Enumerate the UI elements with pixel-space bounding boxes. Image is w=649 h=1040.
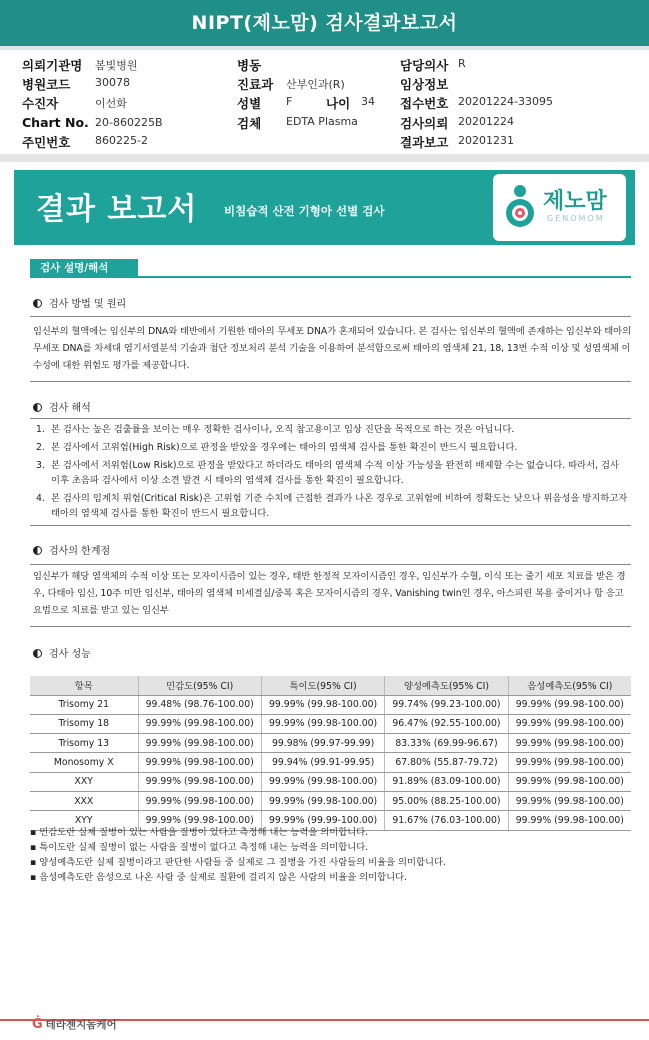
- theragen-mark-icon: Ġ: [32, 1017, 43, 1032]
- info-label-specimen: 검체: [237, 116, 262, 131]
- report-banner-title: NIPT(제노맘) 검사결과보고서: [0, 0, 649, 46]
- col-header-sensitivity: 민감도(95% CI): [138, 676, 261, 695]
- item-text: 본 검사의 임계치 위험(Critical Risk)은 고위험 기준 수치에 근접한 결과가 나온 경우로 고위험에 비하여 정확도는 낮으나 위음성을 방지하고자 태아의 염색체 검사를 통한 확진이 반드시 필요합니다.: [51, 493, 628, 519]
- interpretation-list: [36, 422, 629, 524]
- info-label-requested: 검사의뢰: [400, 116, 449, 131]
- limits-bottom-rule: [30, 626, 631, 627]
- table-cell-value: 99.99% (99.98-100.00): [508, 734, 631, 753]
- note-ppv: ▪ 양성예측도란 실제 질병이라고 판단한 사람들 중 실제로 그 질병을 가진 사람들의 비율을 의미합니다.: [30, 857, 446, 868]
- table-row: [30, 714, 631, 733]
- logo-subtext: GENOMOM: [547, 214, 605, 223]
- info-label-sex: 성별: [237, 96, 262, 111]
- item-text: 본 검사에서 저위험(Low Risk)으로 판정을 받았다고 하더라도 태아의 염색체 수적 이상 가능성을 완전히 배제할 수는 없습니다. 따라서, 검사 이후 초음파 검사에서 이상 소견 발견 시 태아의 염색체 검사를 통한 확진이 필요합니다.: [51, 460, 619, 486]
- interpretation-heading: [33, 399, 91, 414]
- info-label-ward: 병동: [237, 58, 262, 73]
- info-value-specimen: EDTA Plasma: [286, 115, 358, 128]
- table-cell-value: 99.74% (99.23-100.00): [385, 695, 508, 714]
- performance-table: [30, 676, 631, 831]
- table-cell-value: 91.89% (83.09-100.00): [385, 772, 508, 791]
- table-cell-value: 91.67% (76.03-100.00): [385, 811, 508, 830]
- info-value-receipt-no: 20201224-33095: [458, 95, 553, 108]
- report-header: [14, 170, 635, 245]
- half-circle-bullet-icon: [33, 649, 42, 658]
- table-cell-value: 99.99% (99.98-100.00): [261, 695, 384, 714]
- table-cell-value: 99.99% (99.98-100.00): [508, 753, 631, 772]
- table-cell-value: 99.99% (99.98-100.00): [261, 791, 384, 810]
- half-circle-bullet-icon: [33, 299, 42, 308]
- item-number: 1.: [36, 424, 45, 435]
- item-text: 본 검사에서 고위험(High Risk)으로 판정을 받았을 경우에는 태아의 염색체 검사를 통한 확진이 반드시 필요합니다.: [51, 442, 518, 453]
- item-number: 2.: [36, 442, 45, 453]
- performance-heading: [33, 645, 91, 660]
- table-cell-value: 67.80% (55.87-79.72): [385, 753, 508, 772]
- item-number: 4.: [36, 493, 45, 504]
- method-bottom-rule: [30, 381, 631, 382]
- method-text: 임신부의 혈액에는 임신부의 DNA와 태반에서 기원한 태아의 무세포 DNA가 혼재되어 있습니다. 본 검사는 임신부의 혈액에 존재하는 임신부와 태아의 무세포 DNA를 차세대 염기서열분석 기술과 첨단 정보처리 분석 기술을 이용하여 분석함으로써 태아의 염색체 21, 18, 13번 수적 이상 및 성염색체 이수성에 대한 위험도 평가를 제공합니다.: [33, 326, 631, 371]
- interpretation-item: [36, 422, 629, 437]
- limits-top-rule: [30, 564, 631, 565]
- method-heading-text: 검사 방법 및 원리: [49, 299, 127, 310]
- table-cell-value: 99.99% (99.98-100.00): [508, 772, 631, 791]
- note-npv: ▪ 음성예측도란 음성으로 나온 사람 중 실제로 질환에 걸리지 않은 사람의 비율을 의미합니다.: [30, 872, 408, 883]
- note-sensitivity: ▪ 민감도란 실제 질병이 있는 사람을 질병이 있다고 측정해 내는 능력을 의미합니다.: [30, 827, 369, 838]
- col-header-specificity: 특이도(95% CI): [261, 676, 384, 695]
- limits-heading-text: 검사의 한계점: [49, 546, 111, 557]
- table-cell-value: 99.99% (99.98-100.00): [138, 714, 261, 733]
- genomom-logo: [493, 174, 626, 241]
- table-cell-item: XXX: [30, 791, 138, 810]
- table-cell-value: 99.99% (99.98-100.00): [508, 811, 631, 830]
- table-cell-value: 83.33% (69.99-96.67): [385, 734, 508, 753]
- limits-text: 임신부가 해당 염색체의 수적 이상 또는 모자이시즘이 있는 경우, 태반 한정적 모자이시즘인 경우, 임신부가 수혈, 이식 또는 줄기 세포 치료를 받은 경우, 다태아 임신, 10주 미만 임신부, 태아의 염색체 미세결실/중복 혹은 모자이시즘의 경우, Vanishing twin인 경우, 아스피린 복용 중이거나 항 응고 요법으로 치료를 받고 있는 임신부: [33, 571, 626, 616]
- table-cell-item: XYY: [30, 811, 138, 830]
- info-label-patient: 수진자: [22, 96, 59, 111]
- table-cell-value: 99.99% (99.98-100.00): [508, 695, 631, 714]
- half-circle-bullet-icon: [33, 546, 42, 555]
- theragen-logo: [32, 1017, 117, 1032]
- info-divider: [0, 154, 649, 162]
- info-label-resident-no: 주민번호: [22, 135, 71, 150]
- table-cell-item: Trisomy 21: [30, 695, 138, 714]
- note-specificity: ▪ 특이도란 실제 질병이 없는 사람을 질병이 없다고 측정해 내는 능력을 의미합니다.: [30, 842, 369, 853]
- patient-info: [0, 54, 649, 154]
- info-label-reported: 결과보고: [400, 135, 449, 150]
- table-cell-value: 99.48% (98.76-100.00): [138, 695, 261, 714]
- info-label-receipt-no: 접수번호: [400, 96, 449, 111]
- info-value-department: 산부인과(R): [286, 78, 345, 91]
- table-cell-value: 99.99% (99.98-100.00): [261, 772, 384, 791]
- interpretation-item: [36, 458, 629, 488]
- info-value-hospital-code: 30078: [95, 76, 130, 89]
- table-cell-value: 99.94% (99.91-99.95): [261, 753, 384, 772]
- info-value-chart-no: 20-860225B: [95, 116, 163, 129]
- table-cell-value: 99.99% (99.98-100.00): [508, 714, 631, 733]
- info-value-sex: F: [286, 95, 293, 108]
- table-header-row: [30, 676, 631, 695]
- table-cell-item: XXY: [30, 772, 138, 791]
- report-title: 결과 보고서: [36, 192, 198, 227]
- table-cell-item: Trisomy 13: [30, 734, 138, 753]
- table-cell-value: 99.99% (99.99-100.00): [261, 811, 384, 830]
- info-label-age: 나이: [326, 96, 351, 111]
- section-tab-underline: [30, 276, 631, 278]
- info-value-institution: 봄빛병원: [95, 59, 138, 72]
- interpretation-top-rule: [30, 418, 631, 419]
- report-subtitle: 비침습적 산전 기형아 선별 검사: [224, 204, 385, 218]
- performance-notes: [30, 825, 630, 885]
- col-header-item: 항목: [30, 676, 138, 695]
- info-label-doctor: 담당의사: [400, 58, 449, 73]
- info-label-chart-no: Chart No.: [22, 115, 89, 130]
- item-number: 3.: [36, 460, 45, 471]
- interpretation-bottom-rule: [30, 525, 631, 526]
- table-row: [30, 753, 631, 772]
- info-value-doctor: R: [458, 57, 466, 70]
- table-row: [30, 772, 631, 791]
- table-row: [30, 734, 631, 753]
- table-cell-value: 99.99% (99.98-100.00): [138, 772, 261, 791]
- limits-heading: [33, 542, 110, 557]
- table-cell-value: 99.98% (99.97-99.99): [261, 734, 384, 753]
- table-cell-item: Trisomy 18: [30, 714, 138, 733]
- table-row: [30, 791, 631, 810]
- footer-company-name: 테라젠지놈케어: [45, 1019, 117, 1031]
- table-cell-value: 99.99% (99.98-100.00): [138, 811, 261, 830]
- section-tab-explanation: 검사 설명/해석: [30, 259, 138, 278]
- info-value-requested: 20201224: [458, 115, 514, 128]
- table-cell-value: 99.99% (99.98-100.00): [138, 734, 261, 753]
- logo-text: 제노맘: [543, 189, 607, 214]
- table-cell-value: 99.99% (99.98-100.00): [138, 753, 261, 772]
- interpretation-heading-text: 검사 해석: [49, 403, 91, 414]
- info-value-reported: 20201231: [458, 134, 514, 147]
- banner-rule: [0, 46, 649, 50]
- col-header-ppv: 양성예측도(95% CI): [385, 676, 508, 695]
- table-row: [30, 695, 631, 714]
- item-text: 본 검사는 높은 검출률을 보이는 매우 정확한 검사이나, 오직 참고용이고 임상 진단을 목적으로 하는 것은 아닙니다.: [51, 424, 515, 435]
- col-header-npv: 음성예측도(95% CI): [508, 676, 631, 695]
- info-label-hospital-code: 병원코드: [22, 77, 71, 92]
- method-top-rule: [30, 316, 631, 317]
- info-value-resident-no: 860225-2: [95, 134, 148, 147]
- table-cell-value: 99.99% (99.98-100.00): [508, 791, 631, 810]
- genomom-logo-icon: [503, 183, 537, 229]
- performance-heading-text: 검사 성능: [49, 649, 91, 660]
- interpretation-item: [36, 491, 629, 521]
- table-cell-value: 99.99% (99.98-100.00): [261, 714, 384, 733]
- table-cell-value: 99.99% (99.98-100.00): [138, 791, 261, 810]
- interpretation-item: [36, 440, 629, 455]
- table-cell-value: 95.00% (88.25-100.00): [385, 791, 508, 810]
- table-cell-item: Monosomy X: [30, 753, 138, 772]
- info-label-clinical: 임상정보: [400, 77, 449, 92]
- table-cell-value: 96.47% (92.55-100.00): [385, 714, 508, 733]
- info-value-age: 34: [361, 95, 375, 108]
- method-heading: [33, 295, 126, 310]
- info-label-department: 진료과: [237, 77, 274, 92]
- info-value-patient: 이선화: [95, 97, 127, 110]
- half-circle-bullet-icon: [33, 403, 42, 412]
- info-label-institution: 의뢰기관명: [22, 58, 83, 73]
